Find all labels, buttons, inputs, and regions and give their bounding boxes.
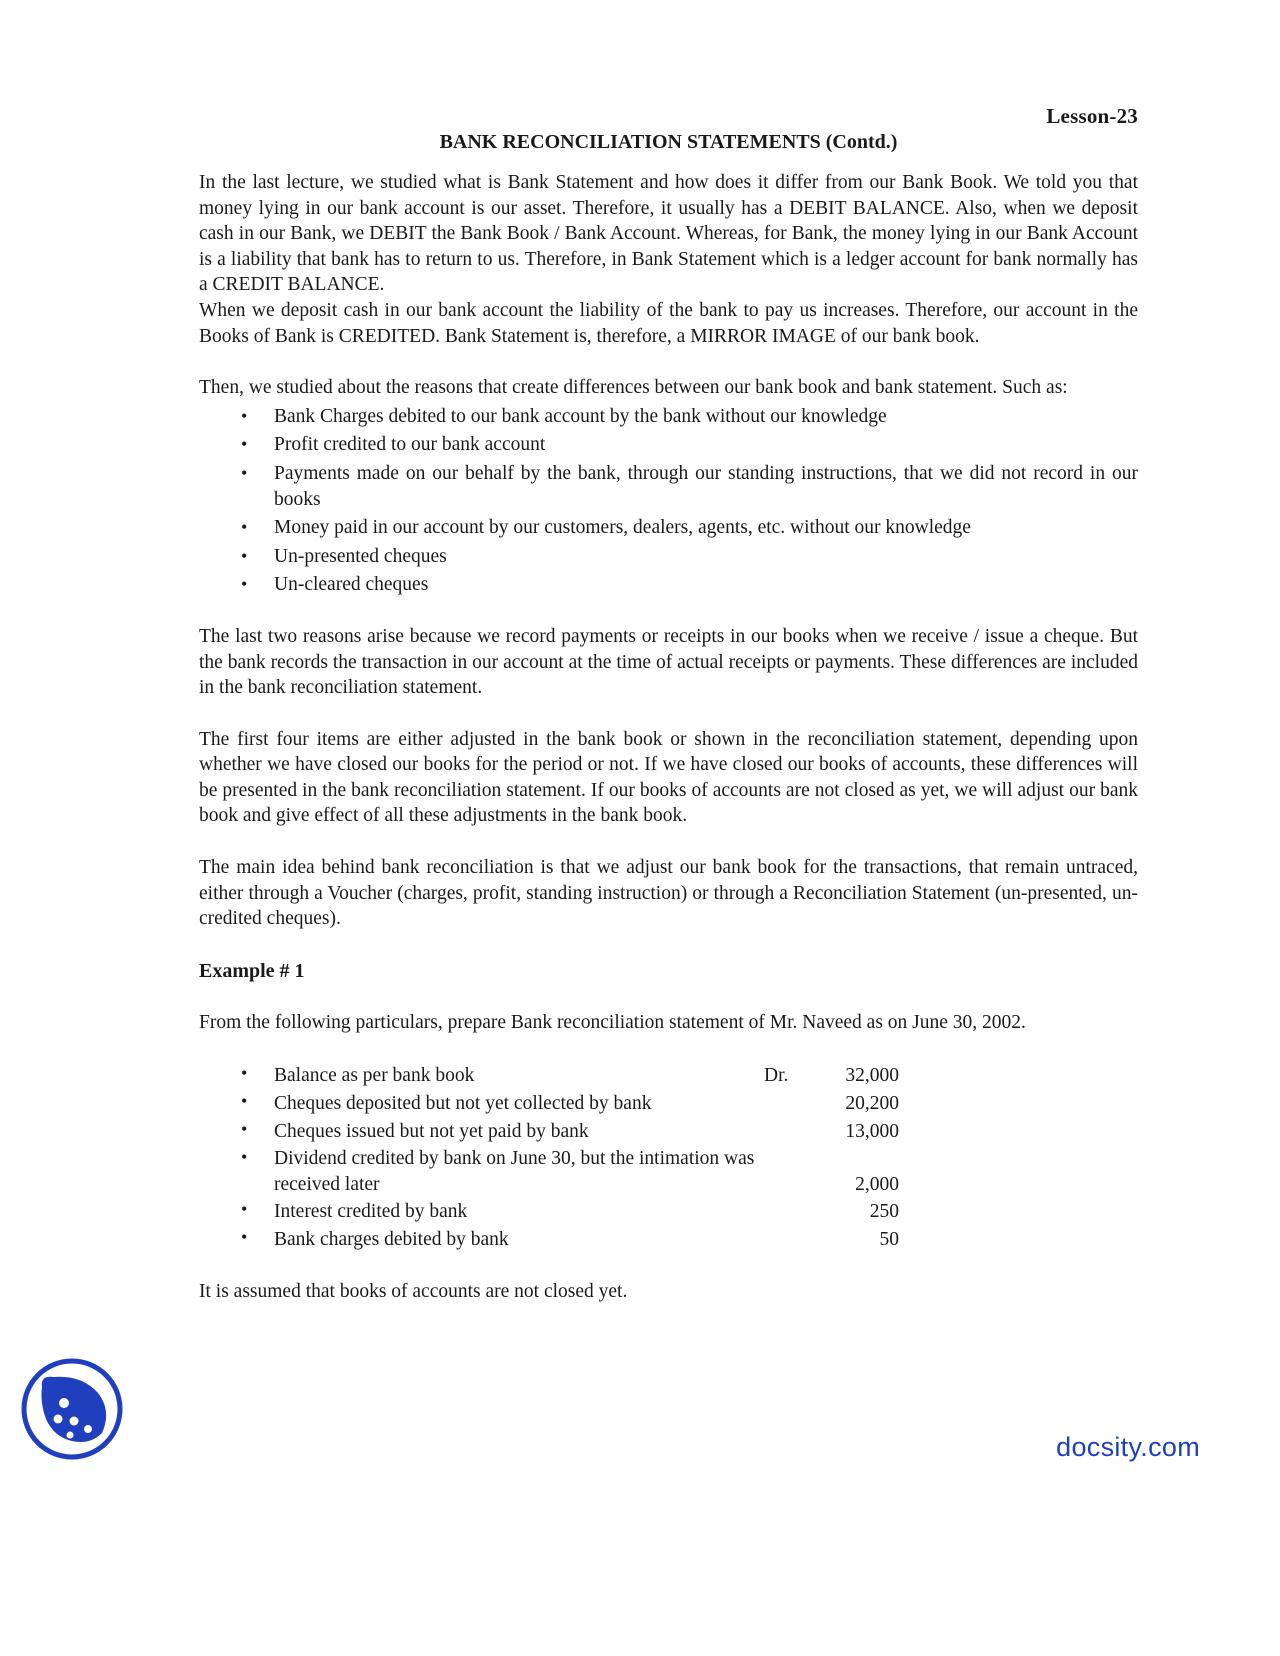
bullet-icon: •	[241, 434, 248, 455]
list-item: • Profit credited to our bank account	[199, 432, 1138, 458]
list-item: • Bank Charges debited to our bank account by the bank without our knowledge	[199, 404, 1138, 430]
list-item: • Un-cleared cheques	[199, 572, 1138, 598]
particular-side	[764, 1225, 834, 1253]
particular-amount: 13,000	[845, 1120, 899, 1142]
particulars-table	[199, 1061, 899, 1252]
particular-amount: 20,200	[845, 1093, 899, 1115]
reasons-list	[199, 404, 1138, 598]
paragraph-4: The last two reasons arise because we record payments or receipts in our books when we receive / issue a cheque. But the bank records the transaction in our account at the time of actual receipts or payments. These differences are included in the bank reconciliation statement.	[199, 625, 1138, 699]
particular-side	[764, 1117, 834, 1145]
bullet-icon: •	[241, 1118, 248, 1139]
particular-amount: 2,000	[855, 1173, 899, 1195]
paragraph-3: Then, we studied about the reasons that create differences between our bank book and bank statement. Such as:	[199, 377, 1068, 399]
list-item: • Un-presented cheques	[199, 544, 1138, 570]
bullet-icon: •	[241, 1199, 248, 1220]
closing-note: It is assumed that books of accounts are not closed yet.	[199, 1280, 628, 1302]
particular-label: Cheques issued but not yet paid by bank	[274, 1120, 589, 1142]
particular-amount: 32,000	[845, 1065, 899, 1087]
particular-label: Cheques deposited but not yet collected by bank	[274, 1093, 652, 1115]
brand-watermark: docsity.com	[1056, 1432, 1200, 1462]
particular-amount: 250	[869, 1201, 899, 1223]
bullet-icon: •	[241, 1227, 248, 1247]
example-intro: From the following particulars, prepare Bank reconciliation statement of Mr. Naveed as on June 30, 2002.	[199, 1011, 1026, 1033]
particular-label: Balance as per bank book	[274, 1065, 475, 1087]
paragraph-5: The first four items are either adjusted in the bank book or shown in the reconciliation statement, depending upon whether we have closed our books for the period or not. If we have closed our books of accounts, these differences will be presented in the bank reconciliation statement. If our books of accounts are not closed as yet, we will adjust our bank book and give effect of all these adjustments in the bank book.	[199, 728, 1138, 827]
lesson-number: Lesson-23	[1046, 104, 1138, 128]
table-row	[199, 1144, 899, 1197]
table-row	[199, 1197, 899, 1225]
docsity-logo-icon	[20, 1357, 124, 1461]
bullet-icon: •	[241, 1091, 248, 1112]
page-title: BANK RECONCILIATION STATEMENTS (Contd.)	[439, 131, 898, 153]
table-row	[199, 1089, 899, 1117]
particular-side	[764, 1089, 834, 1117]
particular-amount: 50	[879, 1229, 899, 1250]
list-item: • Money paid in our account by our customers, dealers, agents, etc. without our knowledge	[199, 515, 1138, 541]
bullet-icon: •	[241, 517, 248, 538]
document-body	[199, 170, 1138, 1304]
particular-side	[764, 1197, 834, 1225]
table-row	[199, 1117, 899, 1145]
bullet-icon: •	[241, 462, 248, 483]
bullet-icon: •	[241, 1063, 248, 1084]
particular-label: Bank charges debited by bank	[274, 1229, 509, 1250]
paragraph-2: When we deposit cash in our bank account the liability of the bank to pay us increases. Therefore, our account in the Books of Bank is CREDITED. Bank Statement is, therefore, a MIRROR IMAGE of our bank book.	[199, 299, 1138, 347]
bullet-icon: •	[241, 574, 248, 595]
list-item: • Payments made on our behalf by the bank, through our standing instructions, that we did not record in our books	[241, 462, 1138, 510]
particular-side: Dr.	[764, 1065, 789, 1087]
particular-side	[764, 1144, 834, 1197]
table-row	[199, 1061, 899, 1089]
bullet-icon: •	[241, 405, 248, 426]
paragraph-1: In the last lecture, we studied what is Bank Statement and how does it differ from our Bank Book. We told you that money lying in our bank account is our asset. Therefore, it usually has a DEBIT BALANCE. Also, when we deposit cash in our Bank, we DEBIT the Bank Book / Bank Account. Whereas, for Bank, the money lying in our Bank Account is a liability that bank has to return to us. Therefore, in Bank Statement which is a ledger account for bank normally has a CREDIT BALANCE.	[199, 172, 1138, 296]
example-heading: Example # 1	[199, 959, 305, 982]
bullet-icon: •	[241, 1146, 248, 1167]
table-row	[199, 1225, 899, 1253]
paragraph-6: The main idea behind bank reconciliation is that we adjust our bank book for the transactions, that remain untraced, either through a Voucher (charges, profit, standing instruction) or through a Reconciliation Statement (un-presented, un-credited cheques).	[199, 857, 1138, 930]
particular-label: Interest credited by bank	[274, 1201, 468, 1223]
particular-label: Dividend credited by bank on June 30, but the intimation was received later	[274, 1148, 755, 1195]
bullet-icon: •	[241, 545, 248, 566]
